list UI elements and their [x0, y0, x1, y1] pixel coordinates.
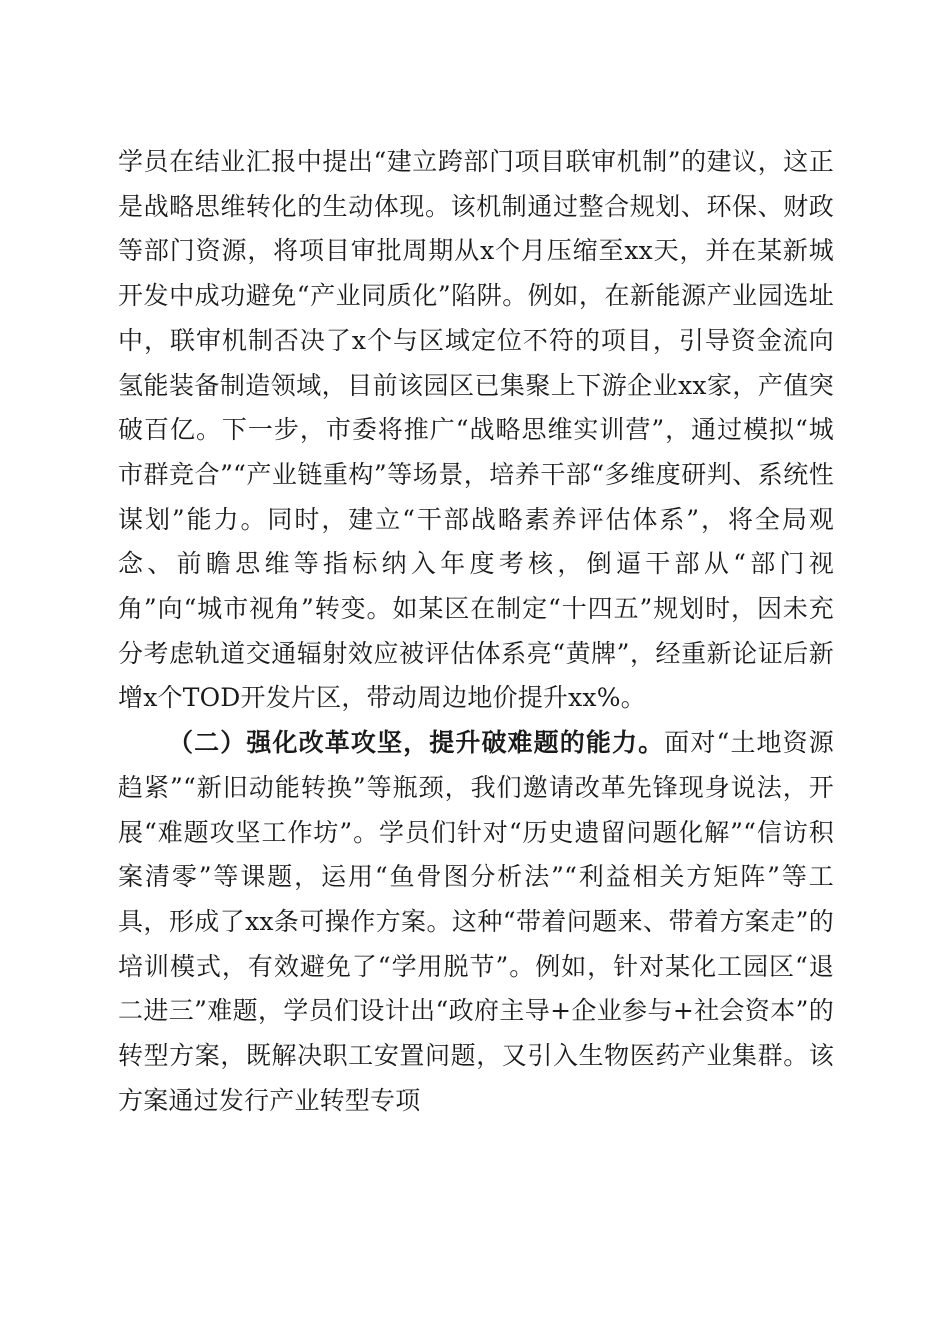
section-heading: （二）强化改革攻坚，提升破难题的能力。: [168, 728, 665, 758]
paragraph-1: 学员在结业汇报中提出“建立跨部门项目联审机制”的建议，这正是战略思维转化的生动体现。该机制通过整合规划、环保、财政等部门资源，将项目审批周期从x个月压缩至xx天，并在某新城开发中成功避免“产业同质化”陷阱。例如，在新能源产业园选址中，联审机制否决了x个与区域定位不符的项目，引导资金流向氢能装备制造领域，目前该园区已集聚上下游企业xx家，产值突破百亿。下一步，市委将推广“战略思维实训营”，通过模拟“城市群竞合”“产业链重构”等场景，培养干部“多维度研判、系统性谋划”能力。同时，建立“干部战略素养评估体系”，将全局观念、前瞻思维等指标纳入年度考核，倒逼干部从“部门视角”向“城市视角”转变。如某区在制定“十四五”规划时，因未充分考虑轨道交通辐射效应被评估体系亮“黄牌”，经重新论证后新增x个TOD开发片区，带动周边地价提升xx%。: [118, 147, 834, 713]
paragraph-2: [118, 721, 834, 1123]
paragraph-2-body: 面对“土地资源趋紧”“新旧动能转换”等瓶颈，我们邀请改革先锋现身说法，开展“难题攻坚工作坊”。学员们针对“历史遗留问题化解”“信访积案清零”等课题，运用“鱼骨图分析法”“利益相关方矩阵”等工具，形成了xx条可操作方案。这种“带着问题来、带着方案走”的培训模式，有效避免了“学用脱节”。例如，针对某化工园区“退二进三”难题，学员们设计出“政府主导+企业参与+社会资本”的转型方案，既解决职工安置问题，又引入生物医药产业集群。该方案通过发行产业转型专项: [118, 728, 834, 1115]
document-page: [118, 140, 834, 1123]
